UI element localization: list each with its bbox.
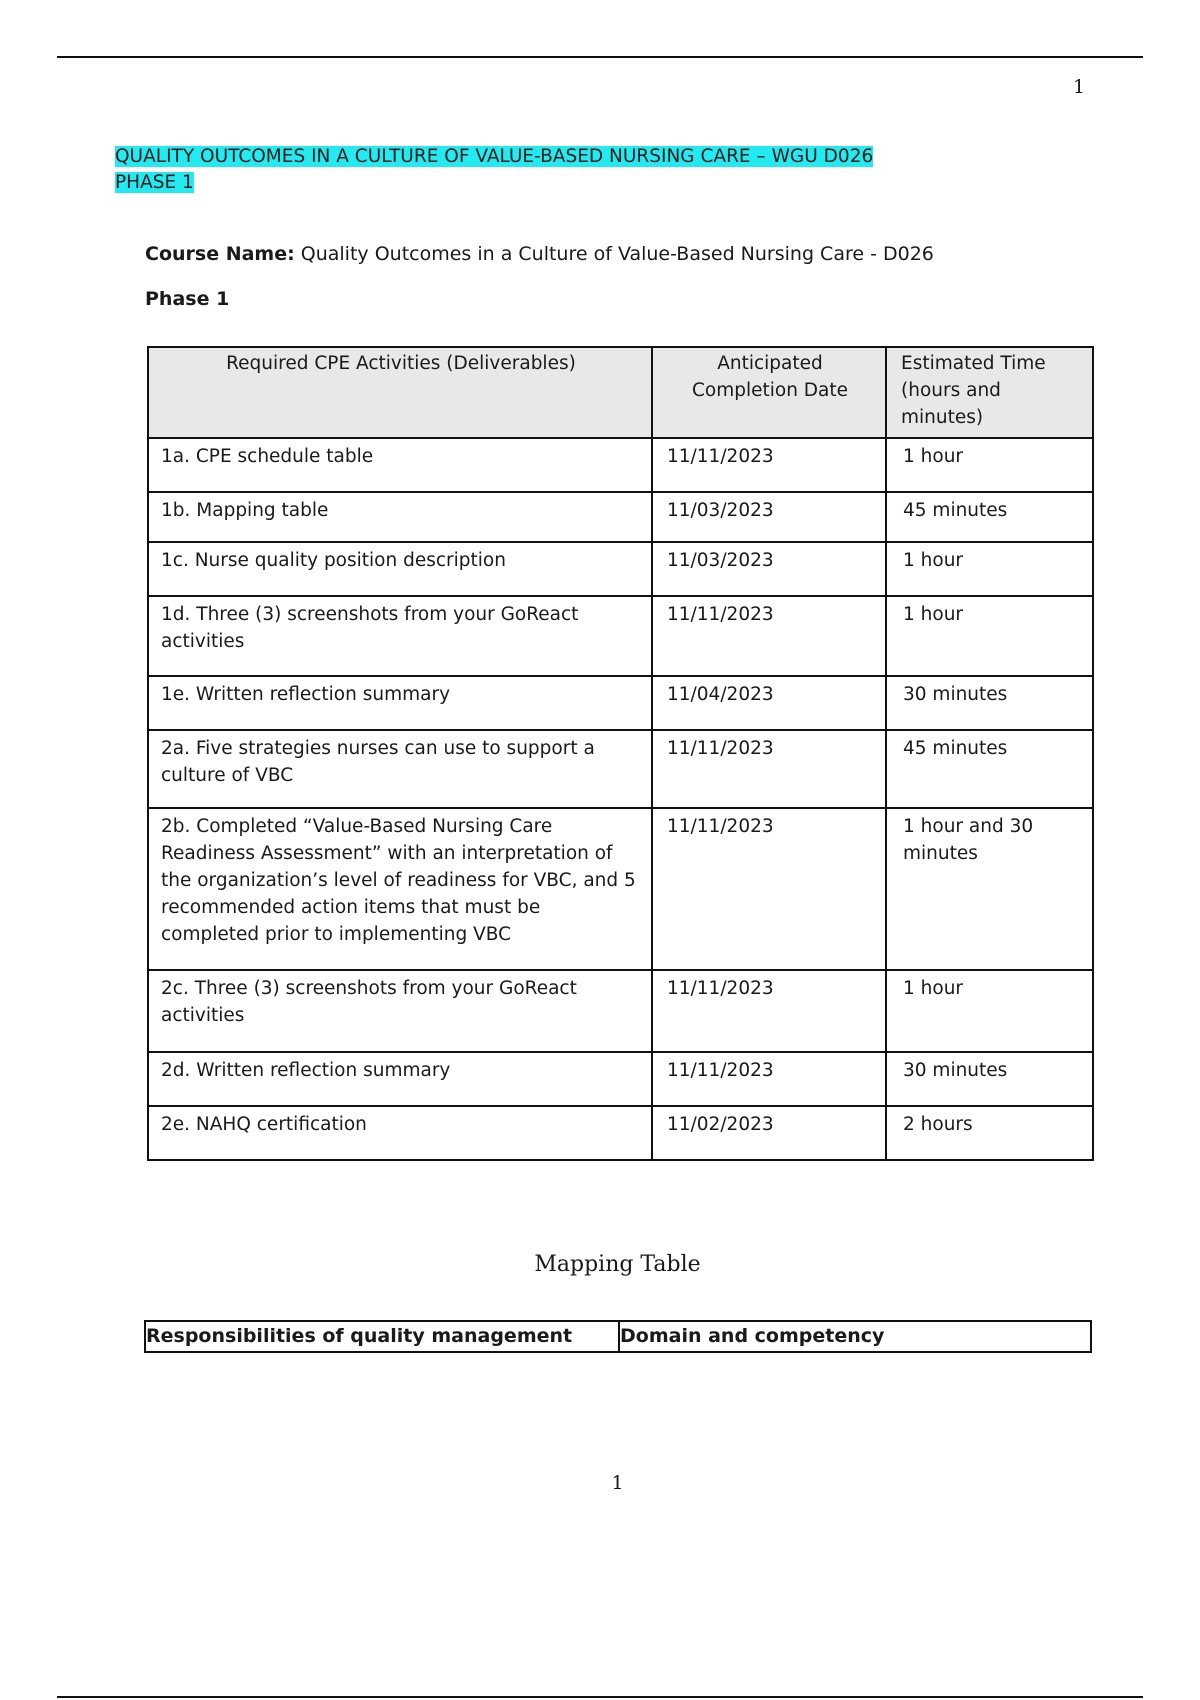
activity-cell: 1d. Three (3) screenshots from your GoReact activities xyxy=(148,596,652,676)
header-rule xyxy=(57,56,1143,58)
estimated-time-cell: 45 minutes xyxy=(886,730,1093,808)
estimated-time-cell: 2 hours xyxy=(886,1106,1093,1160)
course-name-value: Quality Outcomes in a Culture of Value-Based Nursing Care - D026 xyxy=(300,243,934,265)
estimated-time-cell: 1 hour and 30 minutes xyxy=(886,808,1093,970)
table-header-row xyxy=(148,347,1093,438)
title-line-2: PHASE 1 xyxy=(115,172,194,193)
completion-date-cell: 11/03/2023 xyxy=(652,542,886,596)
phase-heading: Phase 1 xyxy=(145,288,230,310)
table-row xyxy=(148,1106,1093,1160)
activity-cell: 1c. Nurse quality position description xyxy=(148,542,652,596)
activity-cell: 2e. NAHQ certification xyxy=(148,1106,652,1160)
estimated-time-cell: 1 hour xyxy=(886,438,1093,492)
activity-cell: 2a. Five strategies nurses can use to support a culture of VBC xyxy=(148,730,652,808)
mapping-header-domain: Domain and competency xyxy=(619,1321,1091,1352)
completion-date-cell: 11/03/2023 xyxy=(652,492,886,542)
completion-date-cell: 11/11/2023 xyxy=(652,808,886,970)
course-name-label: Course Name: xyxy=(145,243,295,265)
activity-cell: 1b. Mapping table xyxy=(148,492,652,542)
completion-date-cell: 11/11/2023 xyxy=(652,970,886,1052)
table-row xyxy=(148,438,1093,492)
estimated-time-cell: 30 minutes xyxy=(886,676,1093,730)
table-row xyxy=(148,730,1093,808)
table-row xyxy=(148,808,1093,970)
activity-cell: 1a. CPE schedule table xyxy=(148,438,652,492)
mapping-header-responsibilities: Responsibilities of quality management xyxy=(145,1321,619,1352)
completion-date-cell: 11/11/2023 xyxy=(652,596,886,676)
completion-date-cell: 11/02/2023 xyxy=(652,1106,886,1160)
mapping-table-caption: Mapping Table xyxy=(534,1252,701,1277)
course-name-line xyxy=(145,243,934,265)
title-line-1: QUALITY OUTCOMES IN A CULTURE OF VALUE-BASED NURSING CARE – WGU D026 xyxy=(115,146,874,167)
mapping-table xyxy=(144,1320,1092,1353)
header-page-number: 1 xyxy=(1073,76,1086,98)
document-title xyxy=(115,144,873,196)
cpe-schedule-table xyxy=(147,346,1094,1161)
table-row xyxy=(148,542,1093,596)
table-row xyxy=(148,1052,1093,1106)
activity-cell: 1e. Written reflection summary xyxy=(148,676,652,730)
estimated-time-cell: 1 hour xyxy=(886,542,1093,596)
footer-rule xyxy=(57,1696,1143,1698)
completion-date-cell: 11/11/2023 xyxy=(652,730,886,808)
mapping-header-row xyxy=(145,1321,1091,1352)
column-header-activities: Required CPE Activities (Deliverables) xyxy=(148,347,652,438)
column-header-completion-date: Anticipated Completion Date xyxy=(652,347,886,438)
table-row xyxy=(148,596,1093,676)
table-row xyxy=(148,970,1093,1052)
column-header-estimated-time: Estimated Time (hours and minutes) xyxy=(886,347,1093,438)
activity-cell: 2c. Three (3) screenshots from your GoReact activities xyxy=(148,970,652,1052)
table-row xyxy=(148,492,1093,542)
footer-page-number: 1 xyxy=(611,1472,624,1494)
estimated-time-cell: 1 hour xyxy=(886,970,1093,1052)
completion-date-cell: 11/04/2023 xyxy=(652,676,886,730)
estimated-time-cell: 30 minutes xyxy=(886,1052,1093,1106)
activity-cell: 2d. Written reflection summary xyxy=(148,1052,652,1106)
estimated-time-cell: 1 hour xyxy=(886,596,1093,676)
completion-date-cell: 11/11/2023 xyxy=(652,1052,886,1106)
activity-cell: 2b. Completed “Value-Based Nursing Care Readiness Assessment” with an interpretation of the organization’s level of readiness for VBC, and 5 recommended action items that must be completed prior to implementing VBC xyxy=(148,808,652,970)
estimated-time-cell: 45 minutes xyxy=(886,492,1093,542)
table-row xyxy=(148,676,1093,730)
completion-date-cell: 11/11/2023 xyxy=(652,438,886,492)
